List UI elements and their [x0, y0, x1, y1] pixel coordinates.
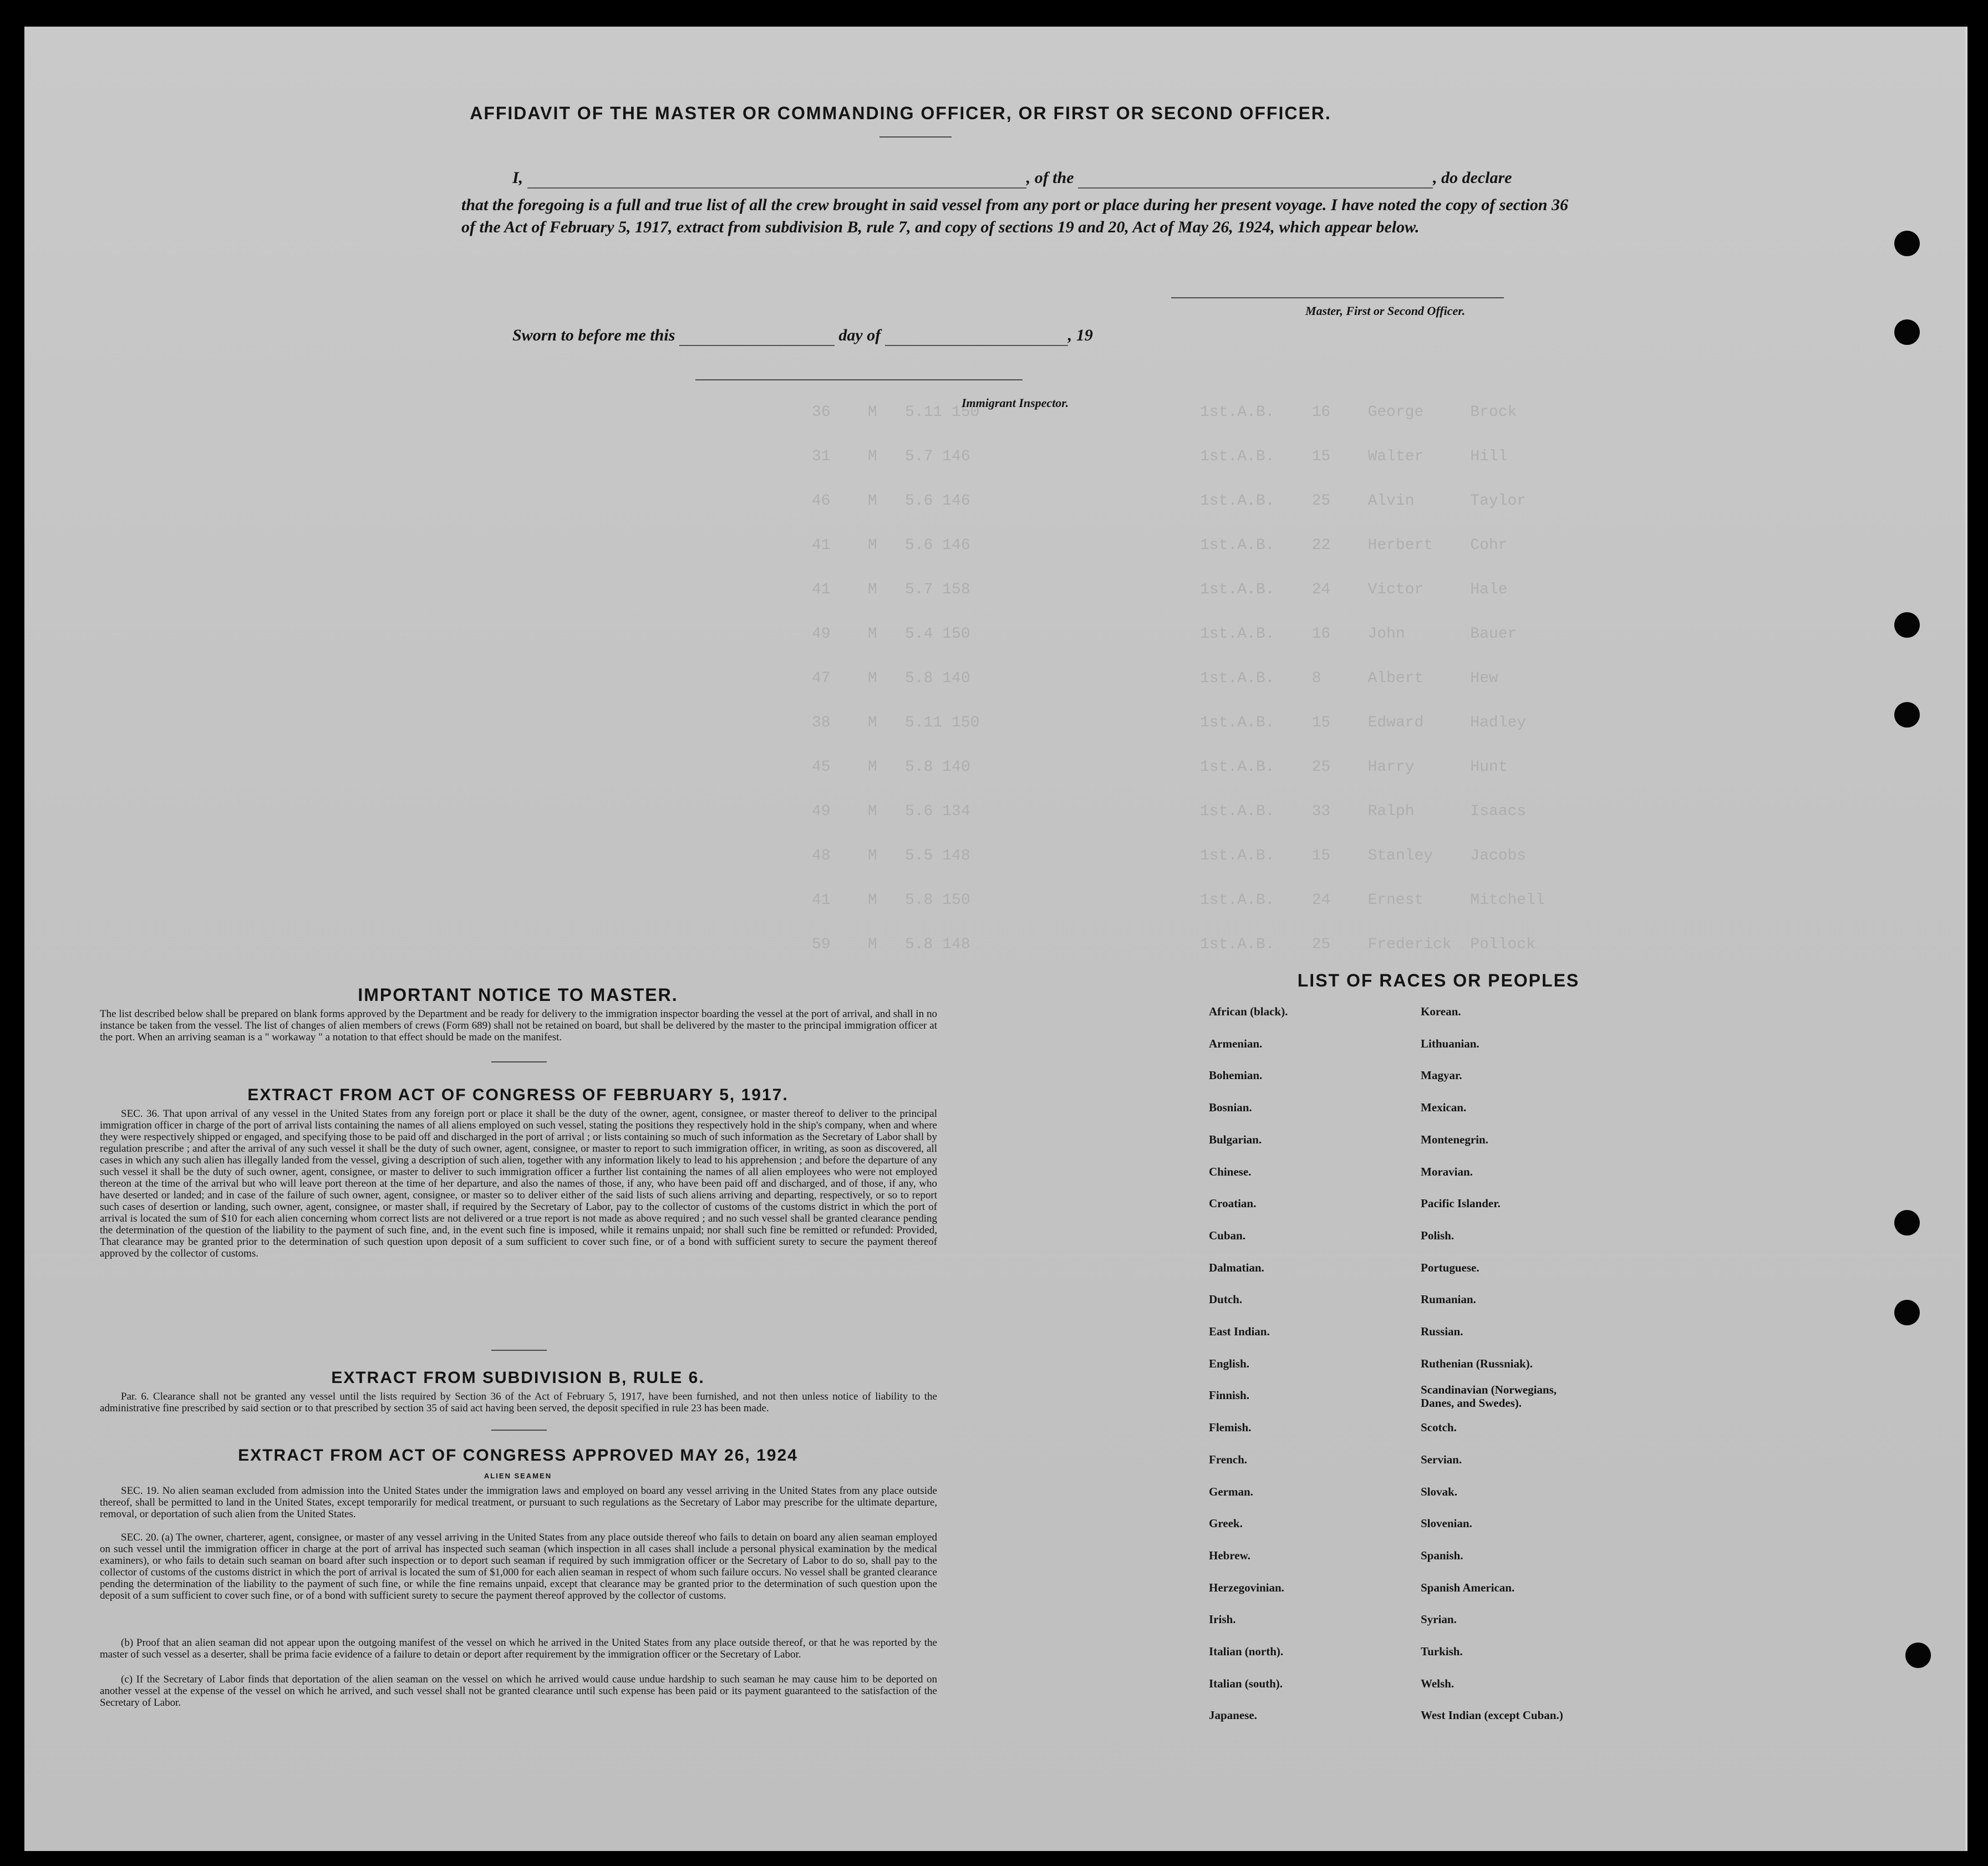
declarant-name-field[interactable]: [527, 169, 1026, 189]
race-item: Irish.: [1209, 1613, 1236, 1626]
affidavit-declaration-line: [512, 169, 1577, 189]
affidavit-body: that the foregoing is a full and true list of all the crew brought in said vessel from any port or place during her present voyage. I have noted the copy of section 36 of the Act of February 5, 1917, extract from subdivision B, rule 7, and copy of sections 19 and 20, Act of May 26, 1924, which appear below.: [461, 196, 1568, 236]
punch-hole: [1894, 319, 1920, 345]
punch-hole: [1905, 1643, 1931, 1668]
extract-1924-sec20b: (b) Proof that an alien seaman did not appear upon the outgoing manifest of the vessel on which he arrived in the United States from any place outside thereof, or that he was reported by the master of such vessel as a deserter, shall be prima facie evidence of a failure to detain or deport after requirement by the immigration officer or the Secretary of Labor.: [100, 1637, 937, 1660]
race-item: Ruthenian (Russniak).: [1421, 1357, 1533, 1370]
extract-1917-body: SEC. 36. That upon arrival of any vessel in the United States from any foreign port or place it shall be the duty of the owner, agent, consignee, or master thereof to deliver to the principal immigration officer in charge of the port of arrival lists containing the names of all aliens employed on such vessel, stating the positions they respectively hold in the ship's company, when and where they were respectively shipped or engaged, and specifying those to be paid off and discharged in the port of arrival ; or lists containing so much of such information as the Secretary of Labor shall by regulation prescribe ; and after the arrival of any such vessel it shall be the duty of such owner, agent, consignee, or master to report to such immigration officer, in writing, as soon as discovered, all cases in which any such alien has illegally landed from the vessel, giving a description of such alien, together with any information likely to lead to his apprehension ; and before the departure of any such vessel it shall be the duty of such owner, agent, consignee, or master to deliver to such immigration officer a further list containing the names of all alien employees who were not employed thereon at the time of the arrival but who will leave port thereon at the time of her departure, and also the names of those, if any, who have been paid off and discharged, and of those, if any, who have deserted or landed; and in case of the failure of such owner, agent, consignee, or master so to deliver either of the said lists of such aliens arriving and departing, respectively, or so to report such cases of desertion or landing, such owner, agent, consignee, or master shall, if required by the Secretary of Labor, pay to the collector of customs of the customs district in which the port of arrival is located the sum of $10 for each alien concerning whom correct lists are not delivered or a true report is not made as above required ; and no such vessel shall be granted clearance pending the determination of the question of the liability to the payment of such fine, and, in the event such fine is imposed, while it remains unpaid; nor shall such fine be remitted or refunded: Provided, That clearance may be granted prior to the determination of such question upon deposit of a sum sufficient to cover such fine, or of a bond with sufficient surety to secure the payment thereof approved by the collector of customs.: [100, 1108, 937, 1259]
race-item: Pacific Islander.: [1421, 1197, 1501, 1210]
race-item: Russian.: [1421, 1325, 1463, 1338]
race-item: African (black).: [1209, 1005, 1288, 1018]
punch-hole: [1894, 1210, 1920, 1235]
race-item: Lithuanian.: [1421, 1037, 1479, 1050]
inspector-signature-line[interactable]: [695, 379, 1023, 380]
races-right-column: [1421, 1005, 1676, 1759]
inspector-caption: Immigrant Inspector.: [962, 396, 1069, 410]
race-item: Scotch.: [1421, 1421, 1457, 1434]
punch-hole: [1894, 1300, 1920, 1325]
sworn-line: [512, 326, 1093, 346]
divider-2: [491, 1350, 547, 1351]
vessel-name-field[interactable]: [1078, 169, 1433, 189]
race-item: Moravian.: [1421, 1165, 1473, 1178]
race-item: East Indian.: [1209, 1325, 1270, 1338]
race-item: Spanish.: [1421, 1549, 1463, 1562]
affidavit-title: AFFIDAVIT OF THE MASTER OR COMMANDING OFFICER, OR FIRST OR SECOND OFFICER.: [470, 103, 1331, 123]
extract-1924-subtitle: ALIEN SEAMEN: [484, 1472, 552, 1480]
race-item: Cuban.: [1209, 1229, 1245, 1242]
race-item: Portuguese.: [1421, 1261, 1479, 1274]
sworn-label: Sworn to before me this: [512, 326, 675, 344]
race-item: Greek.: [1209, 1517, 1243, 1530]
extract-1924-title: EXTRACT FROM ACT OF CONGRESS APPROVED MAY 26, 1924: [238, 1446, 798, 1465]
extract-1924-sec20a: SEC. 20. (a) The owner, charterer, agent, consignee, or master of any vessel arriving in the United States from any place outside thereof who fails to detain on board any alien seaman employed on such vessel until the immigration officer in charge at the port of arrival has inspected such seaman (which inspection in all cases shall include a personal physical examination by the medical examiners), or who fails to detain such seaman on board after such inspection or to deport such seaman if required by such immigration officer or the Secretary of Labor to do so, shall pay to the collector of customs of the customs district in which the port of arrival is located the sum of $1,000 for each alien seaman in respect of whom such failure occurs. No vessel shall be granted clearance pending the determination of the liability to the payment of such fine, or while the fine remains unpaid, except that clearance may be granted prior to the determination of such question upon the deposit of a sum sufficient to cover such fine, or of a bond with sufficient surety to secure the payment thereof approved by the collector of customs.: [100, 1532, 937, 1601]
race-item: Welsh.: [1421, 1677, 1455, 1690]
divider-1: [491, 1061, 547, 1062]
race-item: Slovenian.: [1421, 1517, 1472, 1530]
race-item: Hebrew.: [1209, 1549, 1250, 1562]
race-item: Bohemian.: [1209, 1069, 1263, 1082]
signature-caption: Master, First or Second Officer.: [1305, 304, 1466, 318]
extract-rule6-title: EXTRACT FROM SUBDIVISION B, RULE 6.: [331, 1369, 705, 1387]
notice-title: IMPORTANT NOTICE TO MASTER.: [358, 985, 678, 1005]
sworn-month-field[interactable]: [885, 326, 1068, 346]
race-item: Dalmatian.: [1209, 1261, 1264, 1274]
race-item: Japanese.: [1209, 1709, 1257, 1722]
document-sheet: [24, 27, 1967, 1851]
race-item: Bosnian.: [1209, 1101, 1252, 1114]
notice-body: The list described below shall be prepared on blank forms approved by the Department and be ready for delivery to the immigration inspector boarding the vessel at the port of arrival, and shall in no instance be taken from the vessel. The list of changes of alien members of crews (Form 689) shall not be retained on board, but shall be delivered by the master to the principal immigration officer at the port. When an arriving seaman is a " workaway " a notation to that effect should be made on the manifest.: [100, 1008, 937, 1043]
punch-hole: [1894, 612, 1920, 638]
race-item: Rumanian.: [1421, 1293, 1476, 1306]
race-item: Italian (north).: [1209, 1645, 1284, 1658]
affidavit-title-rule: [879, 136, 952, 138]
signature-line[interactable]: [1171, 297, 1504, 298]
day-of-label: day of: [838, 326, 881, 344]
extract-1924-sec19: SEC. 19. No alien seaman excluded from admission into the United States under the immigration laws and employed on board any vessel arriving in the United States from any place outside thereof, shall be permitted to land in the United States, except temporarily for medical treatment, or pursuant to such regulations as the Secretary of Labor may prescribe for the ultimate departure, removal, or deportation of such alien from the United States.: [100, 1485, 937, 1520]
extract-rule6-body: Par. 6. Clearance shall not be granted any vessel until the lists required by Section 36 of the Act of February 5, 1917, have been furnished, and not then unless notice of liability to the administrative fine prescribed by said section or to that prescribed by section 35 of said act having been served, the deposit specified in rule 23 has been made.: [100, 1391, 937, 1414]
race-item: Armenian.: [1209, 1037, 1263, 1050]
race-item: Croatian.: [1209, 1197, 1257, 1210]
race-item: German.: [1209, 1485, 1253, 1498]
race-item: West Indian (except Cuban.): [1421, 1709, 1563, 1722]
race-item: Italian (south).: [1209, 1677, 1283, 1690]
race-item: French.: [1209, 1453, 1248, 1466]
race-item: Bulgarian.: [1209, 1133, 1262, 1146]
race-item: Polish.: [1421, 1229, 1455, 1242]
year-label: , 19: [1067, 326, 1093, 344]
race-item: Magyar.: [1421, 1069, 1462, 1082]
race-item: Spanish American.: [1421, 1581, 1515, 1594]
race-item: Mexican.: [1421, 1101, 1467, 1114]
race-item: Syrian.: [1421, 1613, 1457, 1626]
punch-hole: [1894, 702, 1920, 728]
divider-3: [491, 1430, 547, 1431]
race-item: Finnish.: [1209, 1389, 1249, 1402]
races-title: LIST OF RACES OR PEOPLES: [1297, 970, 1580, 990]
race-item: Montenegrin.: [1421, 1133, 1488, 1146]
affidavit-declare-label: , do declare: [1433, 169, 1512, 187]
race-item: Scandinavian (Norwegians, Danes, and Swedes).: [1421, 1383, 1557, 1410]
extract-1917-title: EXTRACT FROM ACT OF CONGRESS OF FEBRUARY 5, 1917.: [247, 1086, 789, 1104]
race-item: Dutch.: [1209, 1293, 1243, 1306]
affidavit-of-the-label: , of the: [1026, 169, 1074, 187]
race-item: Chinese.: [1209, 1165, 1252, 1178]
race-item: Flemish.: [1209, 1421, 1252, 1434]
race-item: Turkish.: [1421, 1645, 1463, 1658]
race-item: Korean.: [1421, 1005, 1461, 1018]
race-item: Slovak.: [1421, 1485, 1457, 1498]
sworn-day-field[interactable]: [679, 326, 835, 346]
affidavit-i-label: I,: [512, 169, 523, 187]
race-item: Servian.: [1421, 1453, 1462, 1466]
race-item: English.: [1209, 1357, 1249, 1370]
race-item: Herzegovinian.: [1209, 1581, 1284, 1594]
bleed-through-text: 36 M 5.11 150 31 M 5.7 146 46 M 5.6 146 41 M 5.6 146 41 M 5.7 158 49 M 5.4 150 47 M 5.8 140 38 M 5.11 150 45 M 5.8 140 49 M 5.6 134 48 M 5.5 148 41 M 5.8 150 59 M 5.8 148 1st.A.B. 16 George Brock 1st.A.B. 15 Walter Hill 1st.A.B. 25 Alvin Taylor 1st.A.B. 22 Herbert Cohr 1st.A.B. 24 Victor Hale 1st.A.B. 16 John Bauer 1st.A.B. 8 Albert Hew 1st.A.B. 15 Edward Hadley 1st.A.B. 25 Harry Hunt 1st.A.B. 33 Ralph Isaacs 1st.A.B. 15 Stanley Jacobs 1st.A.B. 24 Ernest Mitchell 1st.A.B. 25 Frederick Pollock: [812, 404, 1545, 953]
extract-1924-sec20c: (c) If the Secretary of Labor finds that deportation of the alien seaman on the vessel on which he arrived would cause undue hardship to such seaman he may cause him to be deported on another vessel at the expense of the vessel on which he arrived, and such vessel shall not be granted clearance until such expense has been paid or its payment guaranteed to the satisfaction of the Secretary of Labor.: [100, 1674, 937, 1709]
punch-hole: [1894, 231, 1920, 256]
races-left-column: [1209, 1005, 1420, 1759]
